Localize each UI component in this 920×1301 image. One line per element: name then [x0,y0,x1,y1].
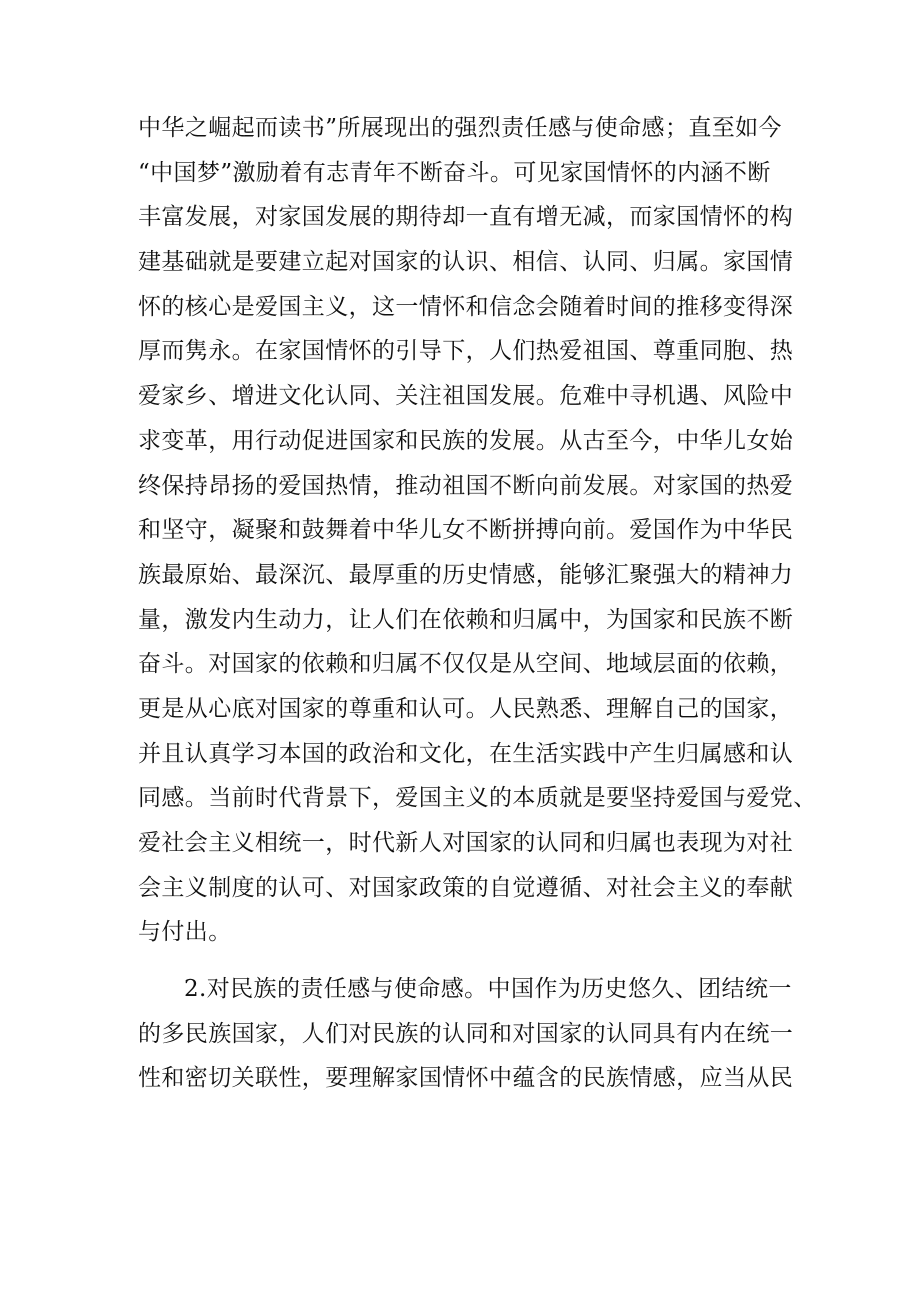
paragraph-1-line: 终保持昂扬的爱国热情，推动祖国不断向前发展。对家国的热爱 [138,472,794,499]
paragraph-1-line: 同感。当前时代背景下，爱国主义的本质就是要坚持爱国与爱党、 [138,785,817,812]
paragraph-1-line: 中华之崛起而读书”所展现出的强烈责任感与使命感；直至如今 [138,115,782,141]
paragraph-1-line: 求变革，用行动促进国家和民族的发展。从古至今，中华儿女始 [138,427,794,454]
paragraph-spacer [138,955,788,967]
paragraph-1-line: 量，激发内生动力，让人们在依赖和归属中，为国家和民族不断 [138,606,794,633]
paragraph-2-line: 的多民族国家，人们对民族的认同和对国家的认同具有内在统一 [138,1020,794,1047]
paragraph-2-heading-line: 2.对民族的责任感与使命感。中国作为历史悠久、团结统一 [184,976,792,1003]
paragraph-1-line: 怀的核心是爱国主义，这一情怀和信念会随着时间的推移变得深 [138,293,794,320]
paragraph-1-line: 厚而隽永。在家国情怀的引导下，人们热爱祖国、尊重同胞、热 [138,338,794,365]
paragraph-1-line: 和坚守，凝聚和鼓舞着中华儿女不断拼搏向前。爱国作为中华民 [138,517,794,544]
paragraph-1-line: 建基础就是要建立起对国家的认识、相信、认同、归属。家国情 [138,249,794,276]
paragraph-1-line: 爱家乡、增进文化认同、关注祖国发展。危难中寻机遇、风险中 [138,383,794,410]
paragraph-2-line: 性和密切关联性，要理解家国情怀中蕴含的民族情感，应当从民 [138,1065,794,1092]
paragraph-1-line: 丰富发展，对家国发展的期待却一直有增无减，而家国情怀的构 [138,204,794,231]
paragraph-1-line: 并且认真学习本国的政治和文化，在生活实践中产生归属感和认 [138,740,794,767]
paragraph-1-line: 奋斗。对国家的依赖和归属不仅仅是从空间、地域层面的依赖， [138,651,794,678]
paragraph-1-line: 与付出。 [138,919,232,946]
paragraph-1-line: “中国梦”激励着有志青年不断奋斗。可见家国情怀的内涵不断 [138,159,771,186]
document-body [138,106,817,1101]
paragraph-1-line: 爱社会主义相统一，时代新人对国家的认同和归属也表现为对社 [138,830,794,856]
paragraph-1 [138,106,817,955]
paragraph-2 [138,967,794,1101]
paragraph-1-line: 更是从心底对国家的尊重和认可。人民熟悉、理解自己的国家， [138,695,794,722]
paragraph-1-line: 族最原始、最深沉、最厚重的历史情感，能够汇聚强大的精神力 [138,561,794,588]
paragraph-1-line: 会主义制度的认可、对国家政策的自觉遵循、对社会主义的奉献 [138,874,794,901]
